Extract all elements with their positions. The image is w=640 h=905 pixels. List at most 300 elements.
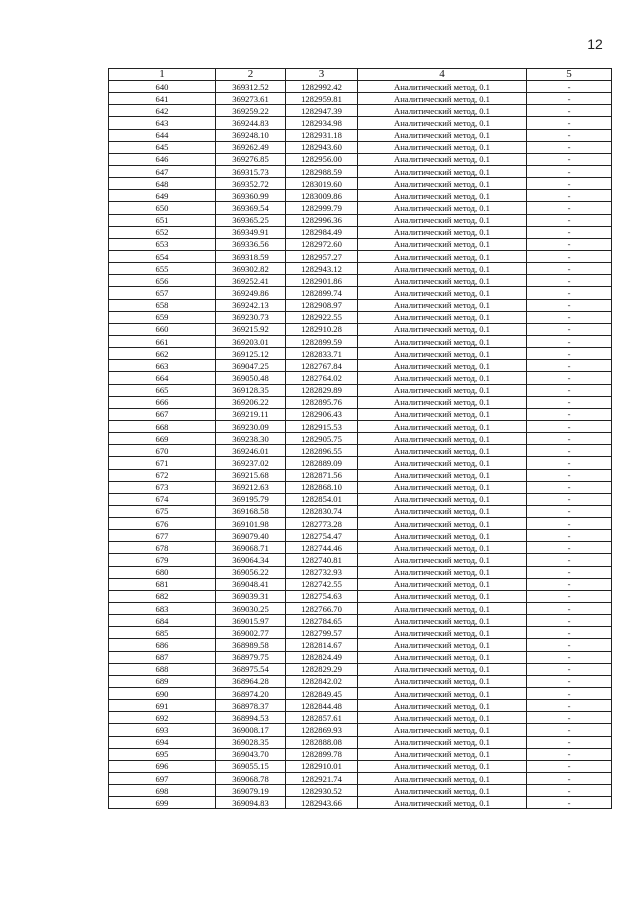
point-number-cell: 685 <box>109 627 216 639</box>
point-number-cell: 665 <box>109 384 216 396</box>
table-row <box>109 663 612 675</box>
table-row <box>109 81 612 93</box>
x-coordinate-cell: 369273.61 <box>216 93 286 105</box>
x-coordinate-cell: 369079.40 <box>216 530 286 542</box>
table-row <box>109 566 612 578</box>
table-row <box>109 700 612 712</box>
note-cell: - <box>527 530 612 542</box>
table-row <box>109 797 612 809</box>
point-number-cell: 680 <box>109 566 216 578</box>
x-coordinate-cell: 369028.35 <box>216 736 286 748</box>
method-cell: Аналитический метод, 0.1 <box>358 530 527 542</box>
note-cell: - <box>527 396 612 408</box>
point-number-cell: 657 <box>109 287 216 299</box>
note-cell: - <box>527 202 612 214</box>
point-number-cell: 694 <box>109 736 216 748</box>
table-row <box>109 226 612 238</box>
point-number-cell: 674 <box>109 493 216 505</box>
note-cell: - <box>527 445 612 457</box>
table-row <box>109 615 612 627</box>
point-number-cell: 650 <box>109 202 216 214</box>
method-cell: Аналитический метод, 0.1 <box>358 323 527 335</box>
table-row <box>109 93 612 105</box>
note-cell: - <box>527 493 612 505</box>
x-coordinate-cell: 369315.73 <box>216 165 286 177</box>
y-coordinate-cell: 1282947.39 <box>286 105 358 117</box>
point-number-cell: 692 <box>109 712 216 724</box>
method-cell: Аналитический метод, 0.1 <box>358 457 527 469</box>
table-row <box>109 335 612 347</box>
note-cell: - <box>527 700 612 712</box>
x-coordinate-cell: 369312.52 <box>216 81 286 93</box>
x-coordinate-cell: 369259.22 <box>216 105 286 117</box>
point-number-cell: 669 <box>109 433 216 445</box>
method-cell: Аналитический метод, 0.1 <box>358 651 527 663</box>
note-cell: - <box>527 615 612 627</box>
point-number-cell: 689 <box>109 675 216 687</box>
x-coordinate-cell: 369068.78 <box>216 773 286 785</box>
note-cell: - <box>527 554 612 566</box>
note-cell: - <box>527 603 612 615</box>
note-cell: - <box>527 263 612 275</box>
method-cell: Аналитический метод, 0.1 <box>358 360 527 372</box>
note-cell: - <box>527 773 612 785</box>
point-number-cell: 642 <box>109 105 216 117</box>
y-coordinate-cell: 1282889.09 <box>286 457 358 469</box>
note-cell: - <box>527 736 612 748</box>
method-cell: Аналитический метод, 0.1 <box>358 700 527 712</box>
table-row <box>109 445 612 457</box>
point-number-cell: 697 <box>109 773 216 785</box>
y-coordinate-cell: 1282943.12 <box>286 263 358 275</box>
table-row <box>109 748 612 760</box>
method-cell: Аналитический метод, 0.1 <box>358 165 527 177</box>
y-coordinate-cell: 1282754.47 <box>286 530 358 542</box>
method-cell: Аналитический метод, 0.1 <box>358 785 527 797</box>
point-number-cell: 668 <box>109 420 216 432</box>
x-coordinate-cell: 369252.41 <box>216 275 286 287</box>
method-cell: Аналитический метод, 0.1 <box>358 505 527 517</box>
y-coordinate-cell: 1282905.75 <box>286 433 358 445</box>
y-coordinate-cell: 1282899.74 <box>286 287 358 299</box>
x-coordinate-cell: 369203.01 <box>216 335 286 347</box>
table-row <box>109 773 612 785</box>
point-number-cell: 699 <box>109 797 216 809</box>
note-cell: - <box>527 481 612 493</box>
y-coordinate-cell: 1282742.55 <box>286 578 358 590</box>
table-row <box>109 311 612 323</box>
method-cell: Аналитический метод, 0.1 <box>358 493 527 505</box>
header-col-5: 5 <box>527 69 612 81</box>
y-coordinate-cell: 1282888.08 <box>286 736 358 748</box>
method-cell: Аналитический метод, 0.1 <box>358 311 527 323</box>
method-cell: Аналитический метод, 0.1 <box>358 275 527 287</box>
table-row <box>109 578 612 590</box>
table-row <box>109 542 612 554</box>
point-number-cell: 682 <box>109 590 216 602</box>
point-number-cell: 643 <box>109 117 216 129</box>
table-row <box>109 785 612 797</box>
y-coordinate-cell: 1282740.81 <box>286 554 358 566</box>
table-row <box>109 117 612 129</box>
point-number-cell: 649 <box>109 190 216 202</box>
x-coordinate-cell: 368978.37 <box>216 700 286 712</box>
y-coordinate-cell: 1282869.93 <box>286 724 358 736</box>
method-cell: Аналитический метод, 0.1 <box>358 129 527 141</box>
point-number-cell: 641 <box>109 93 216 105</box>
note-cell: - <box>527 93 612 105</box>
page-number: 12 <box>587 36 603 52</box>
y-coordinate-cell: 1282959.81 <box>286 93 358 105</box>
y-coordinate-cell: 1282992.42 <box>286 81 358 93</box>
note-cell: - <box>527 178 612 190</box>
point-number-cell: 664 <box>109 372 216 384</box>
x-coordinate-cell: 368994.53 <box>216 712 286 724</box>
method-cell: Аналитический метод, 0.1 <box>358 214 527 226</box>
x-coordinate-cell: 369365.25 <box>216 214 286 226</box>
method-cell: Аналитический метод, 0.1 <box>358 797 527 809</box>
method-cell: Аналитический метод, 0.1 <box>358 445 527 457</box>
x-coordinate-cell: 369206.22 <box>216 396 286 408</box>
x-coordinate-cell: 368974.20 <box>216 688 286 700</box>
point-number-cell: 653 <box>109 238 216 250</box>
y-coordinate-cell: 1282814.67 <box>286 639 358 651</box>
x-coordinate-cell: 369039.31 <box>216 590 286 602</box>
table-row <box>109 178 612 190</box>
method-cell: Аналитический метод, 0.1 <box>358 760 527 772</box>
y-coordinate-cell: 1282996.36 <box>286 214 358 226</box>
method-cell: Аналитический метод, 0.1 <box>358 178 527 190</box>
method-cell: Аналитический метод, 0.1 <box>358 566 527 578</box>
point-number-cell: 654 <box>109 250 216 262</box>
point-number-cell: 691 <box>109 700 216 712</box>
table-row <box>109 275 612 287</box>
point-number-cell: 679 <box>109 554 216 566</box>
x-coordinate-cell: 369055.15 <box>216 760 286 772</box>
point-number-cell: 667 <box>109 408 216 420</box>
y-coordinate-cell: 1282824.49 <box>286 651 358 663</box>
method-cell: Аналитический метод, 0.1 <box>358 518 527 530</box>
method-cell: Аналитический метод, 0.1 <box>358 712 527 724</box>
note-cell: - <box>527 335 612 347</box>
x-coordinate-cell: 369230.09 <box>216 420 286 432</box>
table-row <box>109 360 612 372</box>
note-cell: - <box>527 214 612 226</box>
note-cell: - <box>527 190 612 202</box>
table-row <box>109 651 612 663</box>
method-cell: Аналитический метод, 0.1 <box>358 202 527 214</box>
method-cell: Аналитический метод, 0.1 <box>358 153 527 165</box>
note-cell: - <box>527 578 612 590</box>
table-row <box>109 202 612 214</box>
y-coordinate-cell: 1282767.84 <box>286 360 358 372</box>
method-cell: Аналитический метод, 0.1 <box>358 627 527 639</box>
y-coordinate-cell: 1282829.89 <box>286 384 358 396</box>
header-col-4: 4 <box>358 69 527 81</box>
note-cell: - <box>527 250 612 262</box>
method-cell: Аналитический метод, 0.1 <box>358 724 527 736</box>
y-coordinate-cell: 1282943.66 <box>286 797 358 809</box>
table-row <box>109 299 612 311</box>
note-cell: - <box>527 797 612 809</box>
table-row <box>109 263 612 275</box>
y-coordinate-cell: 1282744.46 <box>286 542 358 554</box>
table-row <box>109 457 612 469</box>
x-coordinate-cell: 369128.35 <box>216 384 286 396</box>
method-cell: Аналитический метод, 0.1 <box>358 663 527 675</box>
point-number-cell: 693 <box>109 724 216 736</box>
x-coordinate-cell: 369242.13 <box>216 299 286 311</box>
note-cell: - <box>527 372 612 384</box>
x-coordinate-cell: 369230.73 <box>216 311 286 323</box>
method-cell: Аналитический метод, 0.1 <box>358 590 527 602</box>
point-number-cell: 677 <box>109 530 216 542</box>
point-number-cell: 681 <box>109 578 216 590</box>
y-coordinate-cell: 1282906.43 <box>286 408 358 420</box>
table-header <box>109 69 612 81</box>
y-coordinate-cell: 1282943.60 <box>286 141 358 153</box>
method-cell: Аналитический метод, 0.1 <box>358 675 527 687</box>
y-coordinate-cell: 1282956.00 <box>286 153 358 165</box>
note-cell: - <box>527 469 612 481</box>
method-cell: Аналитический метод, 0.1 <box>358 117 527 129</box>
method-cell: Аналитический метод, 0.1 <box>358 469 527 481</box>
note-cell: - <box>527 627 612 639</box>
method-cell: Аналитический метод, 0.1 <box>358 420 527 432</box>
y-coordinate-cell: 1282857.61 <box>286 712 358 724</box>
note-cell: - <box>527 433 612 445</box>
table-row <box>109 153 612 165</box>
point-number-cell: 673 <box>109 481 216 493</box>
table-row <box>109 348 612 360</box>
method-cell: Аналитический метод, 0.1 <box>358 263 527 275</box>
point-number-cell: 670 <box>109 445 216 457</box>
y-coordinate-cell: 1282799.57 <box>286 627 358 639</box>
method-cell: Аналитический метод, 0.1 <box>358 396 527 408</box>
x-coordinate-cell: 369215.68 <box>216 469 286 481</box>
point-number-cell: 687 <box>109 651 216 663</box>
x-coordinate-cell: 369094.83 <box>216 797 286 809</box>
table-row <box>109 323 612 335</box>
x-coordinate-cell: 369302.82 <box>216 263 286 275</box>
table-row <box>109 590 612 602</box>
point-number-cell: 672 <box>109 469 216 481</box>
method-cell: Аналитический метод, 0.1 <box>358 408 527 420</box>
point-number-cell: 652 <box>109 226 216 238</box>
table-row <box>109 214 612 226</box>
y-coordinate-cell: 1282934.98 <box>286 117 358 129</box>
table-row <box>109 724 612 736</box>
point-number-cell: 671 <box>109 457 216 469</box>
y-coordinate-cell: 1282854.01 <box>286 493 358 505</box>
point-number-cell: 696 <box>109 760 216 772</box>
x-coordinate-cell: 369168.58 <box>216 505 286 517</box>
note-cell: - <box>527 141 612 153</box>
x-coordinate-cell: 369002.77 <box>216 627 286 639</box>
method-cell: Аналитический метод, 0.1 <box>358 287 527 299</box>
y-coordinate-cell: 1282930.52 <box>286 785 358 797</box>
y-coordinate-cell: 1282931.18 <box>286 129 358 141</box>
note-cell: - <box>527 129 612 141</box>
method-cell: Аналитический метод, 0.1 <box>358 578 527 590</box>
table-row <box>109 384 612 396</box>
point-number-cell: 662 <box>109 348 216 360</box>
table-row <box>109 372 612 384</box>
table-row <box>109 736 612 748</box>
header-col-2: 2 <box>216 69 286 81</box>
point-number-cell: 683 <box>109 603 216 615</box>
table-row <box>109 433 612 445</box>
x-coordinate-cell: 369056.22 <box>216 566 286 578</box>
y-coordinate-cell: 1282915.53 <box>286 420 358 432</box>
y-coordinate-cell: 1282984.49 <box>286 226 358 238</box>
note-cell: - <box>527 542 612 554</box>
note-cell: - <box>527 688 612 700</box>
x-coordinate-cell: 369318.59 <box>216 250 286 262</box>
x-coordinate-cell: 369249.86 <box>216 287 286 299</box>
x-coordinate-cell: 369030.25 <box>216 603 286 615</box>
point-number-cell: 688 <box>109 663 216 675</box>
point-number-cell: 684 <box>109 615 216 627</box>
note-cell: - <box>527 226 612 238</box>
table-row <box>109 530 612 542</box>
x-coordinate-cell: 369195.79 <box>216 493 286 505</box>
point-number-cell: 661 <box>109 335 216 347</box>
table-row <box>109 505 612 517</box>
y-coordinate-cell: 1282921.74 <box>286 773 358 785</box>
header-col-1: 1 <box>109 69 216 81</box>
x-coordinate-cell: 369043.70 <box>216 748 286 760</box>
header-col-3: 3 <box>286 69 358 81</box>
note-cell: - <box>527 785 612 797</box>
note-cell: - <box>527 566 612 578</box>
x-coordinate-cell: 369064.34 <box>216 554 286 566</box>
point-number-cell: 675 <box>109 505 216 517</box>
y-coordinate-cell: 1282833.71 <box>286 348 358 360</box>
point-number-cell: 658 <box>109 299 216 311</box>
y-coordinate-cell: 1282849.45 <box>286 688 358 700</box>
y-coordinate-cell: 1282988.59 <box>286 165 358 177</box>
point-number-cell: 678 <box>109 542 216 554</box>
note-cell: - <box>527 518 612 530</box>
x-coordinate-cell: 369215.92 <box>216 323 286 335</box>
note-cell: - <box>527 287 612 299</box>
method-cell: Аналитический метод, 0.1 <box>358 141 527 153</box>
note-cell: - <box>527 81 612 93</box>
point-number-cell: 695 <box>109 748 216 760</box>
method-cell: Аналитический метод, 0.1 <box>358 226 527 238</box>
x-coordinate-cell: 369276.85 <box>216 153 286 165</box>
point-number-cell: 651 <box>109 214 216 226</box>
note-cell: - <box>527 760 612 772</box>
x-coordinate-cell: 369336.56 <box>216 238 286 250</box>
note-cell: - <box>527 748 612 760</box>
x-coordinate-cell: 369015.97 <box>216 615 286 627</box>
point-number-cell: 686 <box>109 639 216 651</box>
note-cell: - <box>527 457 612 469</box>
method-cell: Аналитический метод, 0.1 <box>358 639 527 651</box>
y-coordinate-cell: 1282999.79 <box>286 202 358 214</box>
x-coordinate-cell: 369068.71 <box>216 542 286 554</box>
y-coordinate-cell: 1282871.56 <box>286 469 358 481</box>
method-cell: Аналитический метод, 0.1 <box>358 688 527 700</box>
method-cell: Аналитический метод, 0.1 <box>358 335 527 347</box>
point-number-cell: 655 <box>109 263 216 275</box>
note-cell: - <box>527 639 612 651</box>
x-coordinate-cell: 369079.19 <box>216 785 286 797</box>
table-row <box>109 712 612 724</box>
point-number-cell: 656 <box>109 275 216 287</box>
y-coordinate-cell: 1282899.78 <box>286 748 358 760</box>
note-cell: - <box>527 663 612 675</box>
method-cell: Аналитический метод, 0.1 <box>358 773 527 785</box>
x-coordinate-cell: 369262.49 <box>216 141 286 153</box>
point-number-cell: 645 <box>109 141 216 153</box>
y-coordinate-cell: 1282901.86 <box>286 275 358 287</box>
method-cell: Аналитический метод, 0.1 <box>358 299 527 311</box>
method-cell: Аналитический метод, 0.1 <box>358 603 527 615</box>
x-coordinate-cell: 369101.98 <box>216 518 286 530</box>
note-cell: - <box>527 651 612 663</box>
y-coordinate-cell: 1282732.93 <box>286 566 358 578</box>
x-coordinate-cell: 369008.17 <box>216 724 286 736</box>
x-coordinate-cell: 369248.10 <box>216 129 286 141</box>
table-row <box>109 627 612 639</box>
table-row <box>109 603 612 615</box>
x-coordinate-cell: 368964.28 <box>216 675 286 687</box>
table-row <box>109 250 612 262</box>
point-number-cell: 648 <box>109 178 216 190</box>
y-coordinate-cell: 1283009.86 <box>286 190 358 202</box>
method-cell: Аналитический метод, 0.1 <box>358 433 527 445</box>
note-cell: - <box>527 675 612 687</box>
point-number-cell: 660 <box>109 323 216 335</box>
method-cell: Аналитический метод, 0.1 <box>358 481 527 493</box>
y-coordinate-cell: 1282908.97 <box>286 299 358 311</box>
table-row <box>109 518 612 530</box>
note-cell: - <box>527 384 612 396</box>
note-cell: - <box>527 323 612 335</box>
y-coordinate-cell: 1282868.10 <box>286 481 358 493</box>
y-coordinate-cell: 1282899.59 <box>286 335 358 347</box>
table-row <box>109 760 612 772</box>
note-cell: - <box>527 165 612 177</box>
note-cell: - <box>527 348 612 360</box>
x-coordinate-cell: 369238.30 <box>216 433 286 445</box>
x-coordinate-cell: 369369.54 <box>216 202 286 214</box>
point-number-cell: 666 <box>109 396 216 408</box>
y-coordinate-cell: 1282895.76 <box>286 396 358 408</box>
y-coordinate-cell: 1282910.01 <box>286 760 358 772</box>
x-coordinate-cell: 369360.99 <box>216 190 286 202</box>
point-number-cell: 690 <box>109 688 216 700</box>
note-cell: - <box>527 299 612 311</box>
method-cell: Аналитический метод, 0.1 <box>358 542 527 554</box>
table-row <box>109 165 612 177</box>
point-number-cell: 698 <box>109 785 216 797</box>
point-number-cell: 640 <box>109 81 216 93</box>
table-row <box>109 129 612 141</box>
y-coordinate-cell: 1282910.28 <box>286 323 358 335</box>
x-coordinate-cell: 369352.72 <box>216 178 286 190</box>
method-cell: Аналитический метод, 0.1 <box>358 105 527 117</box>
table-row <box>109 675 612 687</box>
y-coordinate-cell: 1282922.55 <box>286 311 358 323</box>
table-row <box>109 688 612 700</box>
table-row <box>109 420 612 432</box>
y-coordinate-cell: 1282754.63 <box>286 590 358 602</box>
point-number-cell: 676 <box>109 518 216 530</box>
